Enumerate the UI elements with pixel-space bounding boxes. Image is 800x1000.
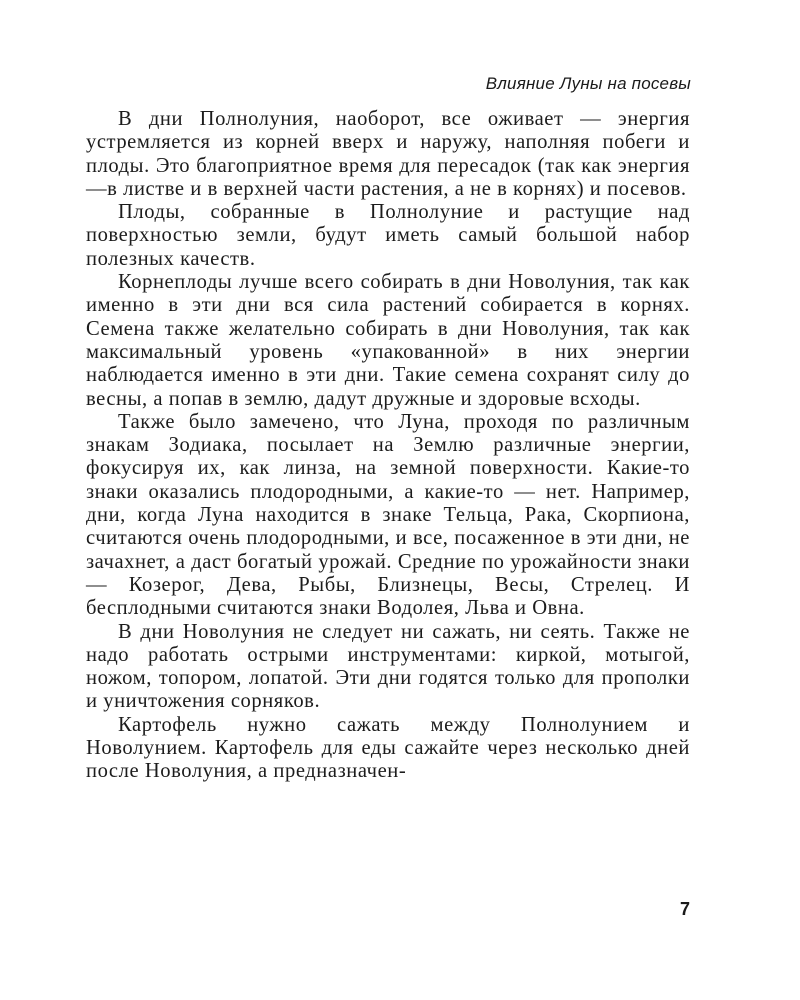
paragraph-new-moon: В дни Новолуния не следует ни сажать, ни сеять. Также не надо работать острыми инструментами: киркой, мотыгой, ножом, топором, лопатой. Эти дни годятся только для прополки и уничтожения сорняков. xyxy=(86,620,690,713)
paragraph-full-moon: В дни Полнолуния, наоборот, все оживает — энергия устремляется из корней вверх и наружу, наполняя побеги и плоды. Это благоприятное время для пересадок (так как энергия —в листве и в верхней части растения, а не в корнях) и посевов. xyxy=(86,108,690,200)
paragraph-zodiac: Также было замечено, что Луна, проходя по различным знакам Зодиака, посылает на Землю различные энергии, фокусируя их, как линза, на земной поверхности. Какие-то знаки оказались плодородными, а какие-то — нет. Например, дни, когда Луна находится в знаке Тельца, Рака, Скорпиона, считаются очень плодородными, и все, посаженное в эти дни, не зачахнет, а даст богатый урожай. Средние по урожайности знаки — Козерог, Дева, Рыбы, Близнецы, Весы, Стрелец. И бесплодными считаются знаки Водолея, Льва и Овна. xyxy=(86,410,690,620)
page-number: 7 xyxy=(679,899,690,919)
paragraph-root-crops: Корнеплоды лучше всего собирать в дни Новолуния, так как именно в эти дни вся сила растений собирается в корнях. Семена также желательно собирать в дни Новолуния, так как максимальный уровень «упакованной» в них энергии наблюдается именно в эти дни. Такие семена сохранят силу до весны, а попав в землю, дадут дружные и здоровые всходы. xyxy=(86,271,690,410)
body-text xyxy=(86,108,690,784)
paragraph-potatoes: Картофель нужно сажать между Полнолунием и Новолунием. Картофель для еды сажайте через несколько дней после Новолуния, а предназначен- xyxy=(86,713,690,783)
paragraph-fruits: Плоды, собранные в Полнолуние и растущие над поверхностью земли, будут иметь самый большой набор полезных качеств. xyxy=(86,201,690,270)
running-header: Влияние Луны на посевы xyxy=(485,74,691,93)
